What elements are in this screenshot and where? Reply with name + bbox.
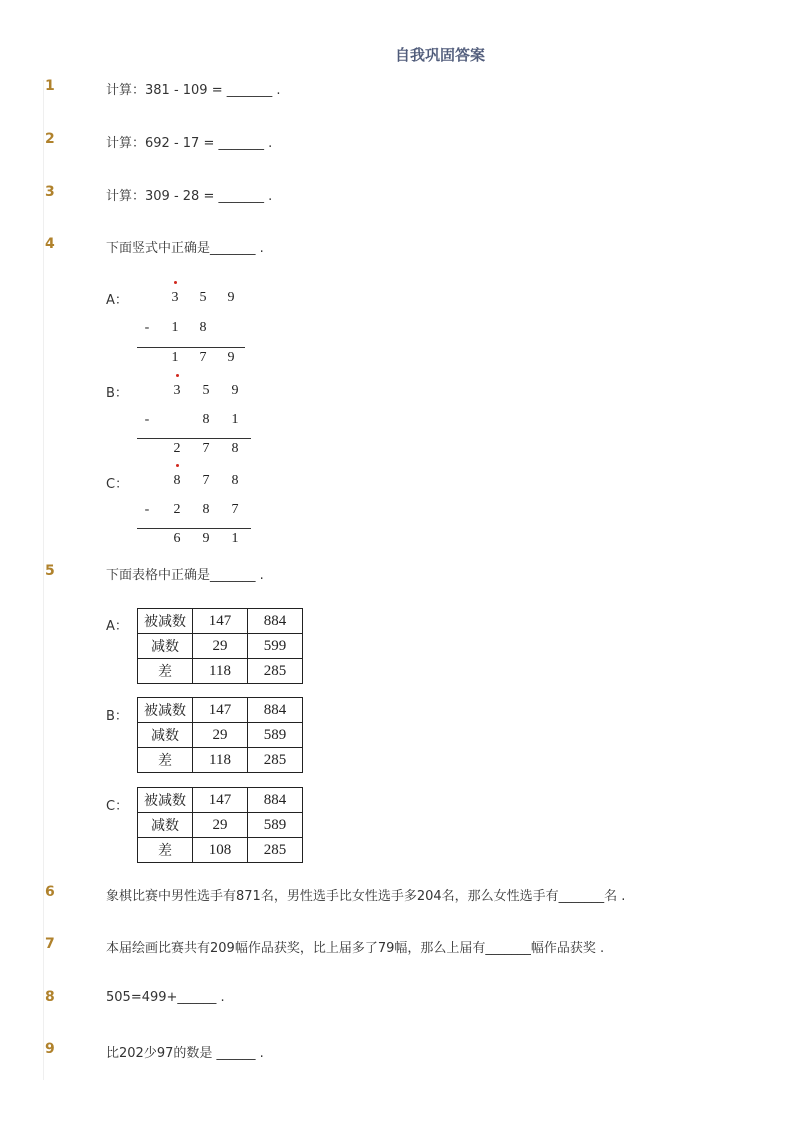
question-number: 7 (45, 936, 55, 952)
question-text: 计算：692 - 17 = _______ . (106, 136, 273, 151)
option-label: C： (106, 477, 129, 492)
option-label: A： (106, 293, 128, 308)
option-label: C： (106, 799, 129, 814)
digit: 2 (173, 502, 181, 517)
digit: 7 (199, 350, 207, 365)
question-8 (0, 989, 800, 1013)
table-cell: 减数 (138, 723, 193, 748)
table-cell: 29 (193, 723, 248, 748)
table-row (138, 838, 303, 863)
question-text: 计算：381 - 109 = _______ . (106, 83, 281, 98)
table-row (138, 659, 303, 684)
digit: 8 (199, 320, 207, 335)
table-row (138, 813, 303, 838)
question-text: 计算：309 - 28 = _______ . (106, 189, 273, 204)
table-row (138, 634, 303, 659)
digit: 5 (202, 383, 210, 398)
table-cell: 884 (248, 698, 303, 723)
table-cell: 差 (138, 748, 193, 773)
digit: 2 (173, 441, 181, 456)
digit: 7 (202, 441, 210, 456)
question-7 (0, 936, 800, 960)
question-2 (0, 131, 800, 155)
borrow-dot (176, 464, 179, 467)
table-cell: 285 (248, 748, 303, 773)
digit: 9 (227, 350, 235, 365)
table-cell: 884 (248, 609, 303, 634)
q5-table-c (137, 787, 303, 863)
question-5 (0, 563, 800, 587)
table-cell: 29 (193, 634, 248, 659)
borrow-dot (174, 281, 177, 284)
table-cell: 599 (248, 634, 303, 659)
digit: 9 (231, 383, 239, 398)
digit: 8 (202, 502, 210, 517)
digit: 9 (227, 290, 235, 305)
question-9 (0, 1041, 800, 1065)
digit: 8 (173, 473, 181, 488)
table-cell: 884 (248, 788, 303, 813)
digit: 9 (202, 531, 210, 546)
table-cell: 被减数 (138, 698, 193, 723)
question-number: 4 (45, 236, 55, 252)
question-number: 5 (45, 563, 55, 579)
table-cell: 589 (248, 723, 303, 748)
table-cell: 差 (138, 838, 193, 863)
question-number: 8 (45, 989, 55, 1005)
sum-line (137, 438, 251, 439)
digit: 7 (202, 473, 210, 488)
question-text: 下面表格中正确是_______ . (106, 568, 264, 583)
digit: 3 (171, 290, 179, 305)
table-cell: 108 (193, 838, 248, 863)
page-title: 自我巩固答案 (394, 46, 485, 64)
table-cell: 589 (248, 813, 303, 838)
question-text: 比202少97的数是 ______ . (106, 1046, 264, 1061)
question-6 (0, 884, 800, 908)
option-label: B： (106, 386, 128, 401)
table-row (138, 748, 303, 773)
question-number: 3 (45, 184, 55, 200)
borrow-dot (176, 374, 179, 377)
question-text: 本届绘画比赛共有209幅作品获奖，比上届多了79幅，那么上届有_______幅作品获奖 . (106, 941, 605, 956)
option-label: A： (106, 619, 128, 634)
digit: 3 (173, 383, 181, 398)
question-number: 6 (45, 884, 55, 900)
question-1 (0, 78, 800, 102)
q5-table-a (137, 608, 303, 684)
table-cell: 29 (193, 813, 248, 838)
table-cell: 147 (193, 698, 248, 723)
table-row (138, 788, 303, 813)
question-text: 象棋比赛中男性选手有871名，男性选手比女性选手多204名，那么女性选手有_______名 . (106, 889, 626, 904)
question-4 (0, 236, 800, 260)
minus-sign: - (144, 412, 150, 427)
sum-line (137, 347, 245, 348)
table-cell: 差 (138, 659, 193, 684)
digit: 8 (231, 473, 239, 488)
digit: 6 (173, 531, 181, 546)
q5-table-b (137, 697, 303, 773)
table-row (138, 609, 303, 634)
table-cell: 减数 (138, 813, 193, 838)
question-3 (0, 184, 800, 208)
table-cell: 147 (193, 788, 248, 813)
question-text: 505=499+______ . (106, 990, 225, 1005)
question-number: 9 (45, 1041, 55, 1057)
table-cell: 118 (193, 659, 248, 684)
digit: 1 (231, 412, 239, 427)
table-cell: 147 (193, 609, 248, 634)
digit: 1 (171, 350, 179, 365)
minus-sign: - (144, 502, 150, 517)
digit: 8 (231, 441, 239, 456)
digit: 7 (231, 502, 239, 517)
digit: 1 (231, 531, 239, 546)
minus-sign: - (144, 320, 150, 335)
table-cell: 被减数 (138, 609, 193, 634)
digit: 1 (171, 320, 179, 335)
question-number: 1 (45, 78, 55, 94)
table-cell: 减数 (138, 634, 193, 659)
digit: 5 (199, 290, 207, 305)
sum-line (137, 528, 251, 529)
table-cell: 285 (248, 659, 303, 684)
question-text: 下面竖式中正确是_______ . (106, 241, 264, 256)
table-cell: 118 (193, 748, 248, 773)
question-number: 2 (45, 131, 55, 147)
table-cell: 被减数 (138, 788, 193, 813)
table-row (138, 698, 303, 723)
table-cell: 285 (248, 838, 303, 863)
digit: 8 (202, 412, 210, 427)
table-row (138, 723, 303, 748)
option-label: B： (106, 709, 128, 724)
